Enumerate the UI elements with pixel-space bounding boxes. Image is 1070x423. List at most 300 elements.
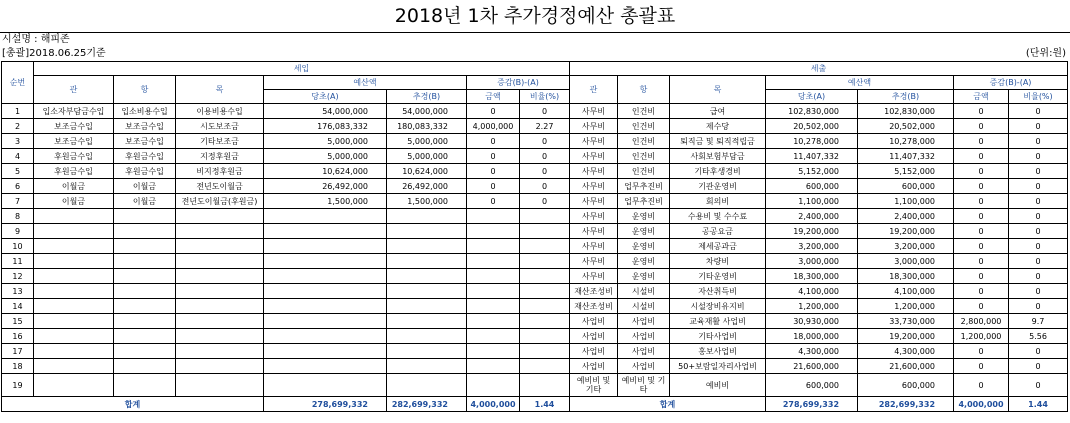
row-seq: 13 [2,284,34,299]
revenue-revised-cell: 10,624,000 [387,164,467,179]
expenditure-gwan-cell: 사무비 [570,134,618,149]
revenue-mok-cell: 지정후원금 [176,149,264,164]
revenue-ratio-cell [520,269,570,284]
revenue-mok-cell: 비지정후원금 [176,164,264,179]
expenditure-revised-cell: 600,000 [858,374,954,397]
revenue-original-cell [264,374,387,397]
total-label-expenditure: 합계 [570,397,766,412]
expenditure-ratio-cell: 0 [1009,194,1068,209]
revenue-mok-cell: 전년도이월금(후원금) [176,194,264,209]
expenditure-gwan-cell: 사업비 [570,344,618,359]
revenue-amount-cell [467,224,520,239]
header-rev-change: 증감(B)-(A) [467,76,570,90]
revenue-amount-cell [467,299,520,314]
expenditure-ratio-cell: 0 [1009,269,1068,284]
expenditure-ratio-cell: 0 [1009,299,1068,314]
revenue-hang-cell [114,329,176,344]
table-row [2,239,1068,254]
expenditure-gwan-cell: 사무비 [570,119,618,134]
table-row [2,179,1068,194]
total-exp-amount: 4,000,000 [954,397,1009,412]
expenditure-amount-cell: 0 [954,299,1009,314]
revenue-amount-cell: 0 [467,194,520,209]
table-row [2,224,1068,239]
expenditure-original-cell: 18,300,000 [766,269,858,284]
expenditure-amount-cell: 0 [954,344,1009,359]
expenditure-gwan-cell: 사무비 [570,194,618,209]
expenditure-hang-cell: 시설비 [618,299,670,314]
revenue-hang-cell [114,284,176,299]
expenditure-amount-cell: 0 [954,359,1009,374]
revenue-mok-cell [176,314,264,329]
table-row [2,104,1068,119]
expenditure-amount-cell: 0 [954,284,1009,299]
revenue-ratio-cell [520,224,570,239]
revenue-hang-cell [114,224,176,239]
revenue-mok-cell [176,224,264,239]
page-title: 2018년 1차 추가경정예산 총괄표 [394,5,676,27]
expenditure-mok-cell: 제세공과금 [670,239,766,254]
expenditure-mok-cell: 사회보험부담금 [670,149,766,164]
table-row [2,254,1068,269]
revenue-original-cell [264,239,387,254]
table-row [2,299,1068,314]
expenditure-revised-cell: 1,100,000 [858,194,954,209]
revenue-mok-cell [176,359,264,374]
expenditure-ratio-cell: 0 [1009,209,1068,224]
revenue-amount-cell [467,359,520,374]
revenue-amount-cell [467,344,520,359]
revenue-gwan-cell: 보조금수입 [34,134,114,149]
revenue-revised-cell: 180,083,332 [387,119,467,134]
row-seq: 16 [2,329,34,344]
header-rev-ratio: 비율(%) [520,90,570,104]
revenue-mok-cell [176,284,264,299]
expenditure-hang-cell: 운영비 [618,209,670,224]
revenue-hang-cell [114,254,176,269]
expenditure-hang-cell: 인건비 [618,134,670,149]
revenue-ratio-cell: 0 [520,149,570,164]
expenditure-original-cell: 10,278,000 [766,134,858,149]
expenditure-gwan-cell: 사무비 [570,149,618,164]
revenue-revised-cell: 5,000,000 [387,134,467,149]
expenditure-revised-cell: 19,200,000 [858,224,954,239]
expenditure-gwan-cell: 사무비 [570,269,618,284]
revenue-revised-cell [387,209,467,224]
revenue-mok-cell: 전년도이월금 [176,179,264,194]
expenditure-mok-cell: 자산취득비 [670,284,766,299]
expenditure-amount-cell: 0 [954,239,1009,254]
revenue-ratio-cell [520,374,570,397]
budget-summary-table [1,61,1068,412]
expenditure-ratio-cell: 0 [1009,344,1068,359]
revenue-original-cell: 176,083,332 [264,119,387,134]
revenue-amount-cell: 0 [467,164,520,179]
revenue-original-cell [264,224,387,239]
revenue-gwan-cell [34,359,114,374]
expenditure-revised-cell: 33,730,000 [858,314,954,329]
expenditure-mok-cell: 시설장비유지비 [670,299,766,314]
row-seq: 14 [2,299,34,314]
revenue-amount-cell: 0 [467,149,520,164]
revenue-gwan-cell: 보조금수입 [34,119,114,134]
revenue-original-cell [264,284,387,299]
expenditure-amount-cell: 0 [954,254,1009,269]
expenditure-revised-cell: 10,278,000 [858,134,954,149]
expenditure-original-cell: 4,100,000 [766,284,858,299]
revenue-ratio-cell [520,344,570,359]
revenue-hang-cell [114,344,176,359]
revenue-amount-cell: 0 [467,134,520,149]
revenue-revised-cell: 1,500,000 [387,194,467,209]
revenue-revised-cell [387,359,467,374]
total-rev-ratio: 1.44 [520,397,570,412]
expenditure-hang-cell: 운영비 [618,239,670,254]
revenue-revised-cell [387,224,467,239]
revenue-revised-cell [387,299,467,314]
expenditure-gwan-cell: 사무비 [570,104,618,119]
revenue-gwan-cell [34,329,114,344]
expenditure-revised-cell: 20,502,000 [858,119,954,134]
revenue-gwan-cell [34,314,114,329]
header-exp-change: 증감(B)-(A) [954,76,1068,90]
revenue-ratio-cell: 0 [520,194,570,209]
expenditure-mok-cell: 50+보람일자리사업비 [670,359,766,374]
expenditure-hang-cell: 업무추진비 [618,194,670,209]
unit-label: (단위:원) [1025,48,1066,59]
expenditure-hang-cell: 운영비 [618,254,670,269]
expenditure-hang-cell: 사업비 [618,359,670,374]
header-exp-revised: 추경(B) [858,90,954,104]
header-rev-hang: 항 [114,76,176,104]
revenue-mok-cell: 기타보조금 [176,134,264,149]
revenue-hang-cell: 입소비용수입 [114,104,176,119]
expenditure-ratio-cell: 0 [1009,284,1068,299]
expenditure-original-cell: 5,152,000 [766,164,858,179]
revenue-hang-cell: 보조금수입 [114,119,176,134]
row-seq: 19 [2,374,34,397]
header-rev-mok: 목 [176,76,264,104]
header-rev-budget: 예산액 [264,76,467,90]
expenditure-mok-cell: 퇴직금 및 퇴직적립금 [670,134,766,149]
basis-date: [총괄]2018.06.25기준 [2,48,106,59]
expenditure-gwan-cell: 사업비 [570,359,618,374]
expenditure-original-cell: 3,200,000 [766,239,858,254]
expenditure-ratio-cell: 0 [1009,179,1068,194]
expenditure-ratio-cell: 0 [1009,254,1068,269]
revenue-ratio-cell [520,329,570,344]
revenue-hang-cell [114,269,176,284]
table-row [2,269,1068,284]
revenue-hang-cell [114,374,176,397]
row-seq: 10 [2,239,34,254]
basis-row [0,47,1070,61]
table-row [2,284,1068,299]
expenditure-ratio-cell: 0 [1009,224,1068,239]
expenditure-hang-cell: 인건비 [618,104,670,119]
revenue-gwan-cell: 후원금수입 [34,164,114,179]
revenue-revised-cell: 5,000,000 [387,149,467,164]
header-rev-original: 당초(A) [264,90,387,104]
table-row [2,344,1068,359]
header-exp-amount: 금액 [954,90,1009,104]
revenue-mok-cell [176,254,264,269]
header-exp-budget: 예산액 [766,76,954,90]
row-seq: 3 [2,134,34,149]
row-seq: 9 [2,224,34,239]
revenue-gwan-cell [34,284,114,299]
revenue-amount-cell: 0 [467,179,520,194]
revenue-mok-cell [176,374,264,397]
revenue-mok-cell: 이용비용수입 [176,104,264,119]
revenue-original-cell: 10,624,000 [264,164,387,179]
expenditure-amount-cell: 0 [954,164,1009,179]
revenue-amount-cell [467,284,520,299]
revenue-gwan-cell [34,344,114,359]
revenue-hang-cell [114,209,176,224]
revenue-hang-cell [114,239,176,254]
expenditure-ratio-cell: 0 [1009,239,1068,254]
expenditure-revised-cell: 600,000 [858,179,954,194]
expenditure-ratio-cell: 0 [1009,374,1068,397]
row-seq: 18 [2,359,34,374]
revenue-hang-cell: 후원금수입 [114,149,176,164]
total-rev-revised: 282,699,332 [387,397,467,412]
expenditure-hang-cell: 업무추진비 [618,179,670,194]
expenditure-amount-cell: 0 [954,179,1009,194]
expenditure-gwan-cell: 재산조성비 [570,299,618,314]
expenditure-gwan-cell: 예비비 및 기타 [570,374,618,397]
revenue-hang-cell: 이월금 [114,179,176,194]
facility-name: 시설명 : 해피존 [2,34,70,45]
revenue-original-cell: 54,000,000 [264,104,387,119]
revenue-hang-cell [114,359,176,374]
total-row [2,397,1068,412]
row-seq: 2 [2,119,34,134]
revenue-original-cell: 1,500,000 [264,194,387,209]
expenditure-original-cell: 1,100,000 [766,194,858,209]
expenditure-amount-cell: 0 [954,134,1009,149]
expenditure-mok-cell: 급여 [670,104,766,119]
expenditure-gwan-cell: 재산조성비 [570,284,618,299]
table-row [2,149,1068,164]
revenue-gwan-cell [34,269,114,284]
revenue-gwan-cell [34,224,114,239]
revenue-amount-cell: 4,000,000 [467,119,520,134]
expenditure-amount-cell: 0 [954,149,1009,164]
expenditure-revised-cell: 18,300,000 [858,269,954,284]
expenditure-ratio-cell: 0 [1009,119,1068,134]
revenue-hang-cell: 후원금수입 [114,164,176,179]
revenue-gwan-cell [34,239,114,254]
revenue-amount-cell [467,374,520,397]
total-label-revenue: 합계 [2,397,264,412]
revenue-amount-cell [467,269,520,284]
header-seq: 순번 [2,62,34,104]
expenditure-amount-cell: 0 [954,374,1009,397]
revenue-amount-cell [467,329,520,344]
revenue-ratio-cell [520,239,570,254]
row-seq: 5 [2,164,34,179]
expenditure-original-cell: 3,000,000 [766,254,858,269]
expenditure-revised-cell: 3,200,000 [858,239,954,254]
revenue-mok-cell [176,329,264,344]
expenditure-amount-cell: 1,200,000 [954,329,1009,344]
revenue-amount-cell [467,209,520,224]
expenditure-amount-cell: 0 [954,224,1009,239]
expenditure-mok-cell: 홍보사업비 [670,344,766,359]
expenditure-gwan-cell: 사무비 [570,179,618,194]
expenditure-amount-cell: 2,800,000 [954,314,1009,329]
expenditure-original-cell: 21,600,000 [766,359,858,374]
total-exp-ratio: 1.44 [1009,397,1068,412]
revenue-hang-cell: 이월금 [114,194,176,209]
expenditure-revised-cell: 1,200,000 [858,299,954,314]
expenditure-mok-cell: 제수당 [670,119,766,134]
expenditure-ratio-cell: 5.56 [1009,329,1068,344]
row-seq: 7 [2,194,34,209]
expenditure-hang-cell: 운영비 [618,224,670,239]
expenditure-ratio-cell: 0 [1009,359,1068,374]
expenditure-hang-cell: 예비비 및 기타 [618,374,670,397]
table-row [2,134,1068,149]
revenue-hang-cell: 보조금수입 [114,134,176,149]
expenditure-hang-cell: 사업비 [618,314,670,329]
expenditure-original-cell: 20,502,000 [766,119,858,134]
row-seq: 6 [2,179,34,194]
table-row [2,329,1068,344]
revenue-gwan-cell [34,299,114,314]
expenditure-revised-cell: 4,300,000 [858,344,954,359]
expenditure-ratio-cell: 0 [1009,164,1068,179]
revenue-mok-cell [176,269,264,284]
row-seq: 8 [2,209,34,224]
revenue-ratio-cell [520,209,570,224]
table-row [2,209,1068,224]
expenditure-revised-cell: 2,400,000 [858,209,954,224]
revenue-ratio-cell: 0 [520,164,570,179]
revenue-ratio-cell: 2.27 [520,119,570,134]
row-seq: 12 [2,269,34,284]
expenditure-gwan-cell: 사무비 [570,209,618,224]
revenue-ratio-cell [520,284,570,299]
revenue-ratio-cell [520,299,570,314]
expenditure-gwan-cell: 사무비 [570,224,618,239]
row-seq: 17 [2,344,34,359]
expenditure-amount-cell: 0 [954,194,1009,209]
expenditure-amount-cell: 0 [954,104,1009,119]
expenditure-mok-cell: 공공요금 [670,224,766,239]
header-rev-gwan: 관 [34,76,114,104]
expenditure-original-cell: 4,300,000 [766,344,858,359]
expenditure-revised-cell: 102,830,000 [858,104,954,119]
expenditure-revised-cell: 4,100,000 [858,284,954,299]
expenditure-amount-cell: 0 [954,269,1009,284]
expenditure-mok-cell: 차량비 [670,254,766,269]
expenditure-hang-cell: 운영비 [618,269,670,284]
expenditure-original-cell: 19,200,000 [766,224,858,239]
revenue-gwan-cell: 이월금 [34,179,114,194]
revenue-original-cell: 5,000,000 [264,134,387,149]
facility-label [0,32,1070,47]
expenditure-hang-cell: 사업비 [618,329,670,344]
revenue-amount-cell [467,254,520,269]
revenue-revised-cell [387,329,467,344]
revenue-gwan-cell: 후원금수입 [34,149,114,164]
revenue-revised-cell [387,314,467,329]
expenditure-mok-cell: 수용비 및 수수료 [670,209,766,224]
expenditure-ratio-cell: 0 [1009,149,1068,164]
revenue-gwan-cell: 이월금 [34,194,114,209]
table-row [2,194,1068,209]
expenditure-revised-cell: 21,600,000 [858,359,954,374]
expenditure-original-cell: 600,000 [766,374,858,397]
expenditure-hang-cell: 사업비 [618,344,670,359]
revenue-mok-cell [176,239,264,254]
expenditure-mok-cell: 기타사업비 [670,329,766,344]
row-seq: 11 [2,254,34,269]
expenditure-mok-cell: 기관운영비 [670,179,766,194]
row-seq: 4 [2,149,34,164]
table-body [2,104,1068,397]
revenue-original-cell: 5,000,000 [264,149,387,164]
table-row [2,359,1068,374]
expenditure-gwan-cell: 사업비 [570,314,618,329]
revenue-revised-cell [387,254,467,269]
revenue-revised-cell [387,344,467,359]
expenditure-original-cell: 102,830,000 [766,104,858,119]
expenditure-hang-cell: 인건비 [618,149,670,164]
header-rev-amount: 금액 [467,90,520,104]
revenue-original-cell: 26,492,000 [264,179,387,194]
header-expenditure: 세출 [570,62,1068,76]
expenditure-hang-cell: 인건비 [618,164,670,179]
revenue-hang-cell [114,299,176,314]
expenditure-original-cell: 11,407,332 [766,149,858,164]
expenditure-gwan-cell: 사무비 [570,254,618,269]
revenue-ratio-cell: 0 [520,134,570,149]
header-exp-hang: 항 [618,76,670,104]
revenue-original-cell [264,359,387,374]
revenue-gwan-cell [34,209,114,224]
revenue-revised-cell [387,239,467,254]
revenue-ratio-cell [520,254,570,269]
revenue-gwan-cell: 입소자부담금수입 [34,104,114,119]
revenue-original-cell [264,344,387,359]
revenue-revised-cell [387,269,467,284]
revenue-original-cell [264,269,387,284]
revenue-amount-cell: 0 [467,104,520,119]
row-seq: 15 [2,314,34,329]
expenditure-amount-cell: 0 [954,209,1009,224]
revenue-mok-cell: 시도보조금 [176,119,264,134]
revenue-mok-cell [176,344,264,359]
header-revenue: 세입 [34,62,570,76]
revenue-ratio-cell: 0 [520,104,570,119]
expenditure-original-cell: 2,400,000 [766,209,858,224]
total-exp-revised: 282,699,332 [858,397,954,412]
revenue-mok-cell [176,209,264,224]
expenditure-hang-cell: 시설비 [618,284,670,299]
expenditure-mok-cell: 회의비 [670,194,766,209]
expenditure-ratio-cell: 0 [1009,104,1068,119]
revenue-ratio-cell [520,359,570,374]
header-rev-revised: 추경(B) [387,90,467,104]
expenditure-revised-cell: 5,152,000 [858,164,954,179]
expenditure-gwan-cell: 사무비 [570,239,618,254]
revenue-mok-cell [176,299,264,314]
expenditure-ratio-cell: 0 [1009,134,1068,149]
